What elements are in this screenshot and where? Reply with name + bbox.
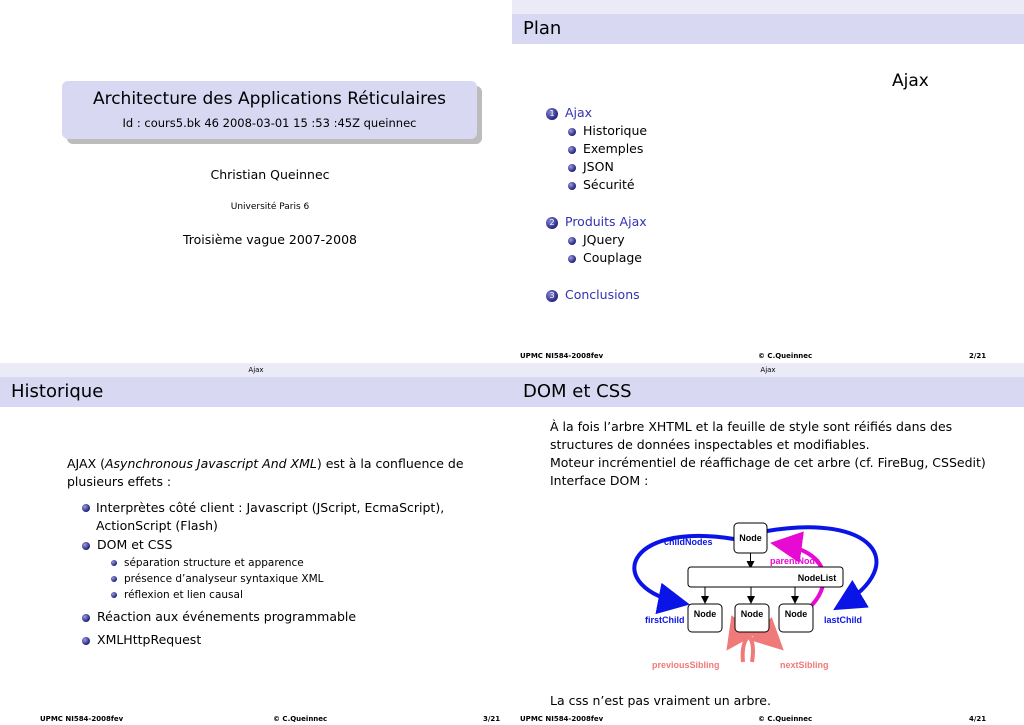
section-number: 3 <box>546 290 558 302</box>
toc-item-label[interactable]: Sécurité <box>583 177 635 192</box>
slide-historique <box>0 363 512 725</box>
toc-item-label[interactable]: Historique <box>583 123 648 138</box>
label-previoussibling: previousSibling <box>652 660 720 670</box>
paragraph: À la fois l’arbre XHTML et la feuille de style sont réifiés dans des structures de données inspectables et modifiables. <box>550 419 953 452</box>
slide-title-bar <box>0 377 512 407</box>
bullet-icon <box>568 237 576 245</box>
bullet-icon <box>82 637 90 645</box>
footer-copyright: © C.Queinnec <box>273 715 328 723</box>
bullet-text: Interprètes côté client : Javascript (JScript, EcmaScript), ActionScript (Flash) <box>96 500 445 533</box>
section-number: 2 <box>546 217 558 229</box>
bullet-item <box>82 537 172 552</box>
slide-title <box>0 0 512 362</box>
sub-bullet-item <box>111 589 243 601</box>
bullet-text: DOM et CSS <box>97 537 173 552</box>
sub-bullet-icon <box>111 576 117 582</box>
label-lastchild: lastChild <box>824 615 863 625</box>
sub-bullet-text: séparation structure et apparence <box>124 557 304 569</box>
child-node-label-3: Node <box>784 609 808 619</box>
sub-bullet-item <box>111 557 304 569</box>
intro-paragraph: AJAX (Asynchronous Javascript And XML) est à la confluence de plusieurs effets : <box>67 456 464 489</box>
sub-bullet-icon <box>111 560 117 566</box>
footer-course: UPMC NI584-2008fev <box>520 352 604 360</box>
slide-title: Historique <box>11 381 104 402</box>
toc-item[interactable] <box>568 159 614 174</box>
bullet-icon <box>568 128 576 136</box>
bullet-icon <box>82 614 90 622</box>
slide-header-bar <box>512 0 1024 14</box>
bullet-item <box>82 632 201 647</box>
section-label[interactable]: Produits Ajax <box>565 214 647 229</box>
paragraph: Interface DOM : <box>550 473 649 488</box>
footer-page: 2/21 <box>969 352 987 360</box>
toc-item[interactable] <box>568 123 647 138</box>
bullet-icon <box>82 504 90 512</box>
sub-bullet-icon <box>111 592 117 598</box>
title-box <box>62 81 477 139</box>
slide-title: DOM et CSS <box>523 381 632 402</box>
toc-item[interactable] <box>568 232 625 247</box>
label-firstchild: firstChild <box>645 615 685 625</box>
bullet-icon <box>568 182 576 190</box>
presentation-title: Architecture des Applications Réticulaires <box>92 89 447 109</box>
section-label: Ajax <box>892 71 929 91</box>
label-childnodes: childNodes <box>664 537 713 547</box>
footer-page: 3/21 <box>483 715 501 723</box>
paragraph: Moteur incrémentiel de réaffichage de cet arbre (cf. FireBug, CSSedit) <box>550 455 986 470</box>
date: Troisième vague 2007-2008 <box>182 232 357 247</box>
footer-course: UPMC NI584-2008fev <box>520 715 604 723</box>
section-number: 1 <box>546 108 558 120</box>
bullet-icon <box>568 164 576 172</box>
sub-bullet-item <box>111 573 324 585</box>
slide-title-bar <box>512 14 1024 44</box>
node-label-top: Node <box>739 533 762 543</box>
footer-copyright: © C.Queinnec <box>758 352 813 360</box>
slide-header: Ajax <box>248 366 264 374</box>
toc-section-1[interactable] <box>546 105 592 120</box>
toc-item-label[interactable]: JSON <box>583 159 614 174</box>
toc-item[interactable] <box>568 250 642 265</box>
bullet-item <box>82 499 477 535</box>
bullet-icon <box>568 255 576 263</box>
author: Christian Queinnec <box>210 167 330 182</box>
slide-title: Plan <box>523 18 562 39</box>
toc-item[interactable] <box>568 177 635 192</box>
bullet-icon <box>568 146 576 154</box>
institution: Université Paris 6 <box>230 202 310 212</box>
slide-header-bar <box>0 363 512 377</box>
bullet-text: XMLHttpRequest <box>97 632 202 647</box>
footer-course: UPMC NI584-2008fev <box>40 715 124 723</box>
section-label[interactable]: Ajax <box>565 105 593 120</box>
sub-bullet-text: réflexion et lien causal <box>124 589 243 601</box>
toc-section-3[interactable] <box>546 287 640 302</box>
toc-item-label[interactable]: JQuery <box>583 232 625 247</box>
section-label[interactable]: Conclusions <box>565 287 640 302</box>
bullet-item <box>82 609 356 624</box>
toc-item-label[interactable]: Exemples <box>583 141 644 156</box>
slide-plan <box>512 0 1024 362</box>
bullet-text: Réaction aux événements programmable <box>97 609 357 624</box>
acronym-expansion: Asynchronous Javascript And XML <box>104 456 317 471</box>
next-sibling-arrow <box>743 633 778 662</box>
footer-page: 4/21 <box>969 715 987 723</box>
child-node-label-2: Node <box>740 609 764 619</box>
dom-diagram <box>512 363 1024 725</box>
toc-item-label[interactable]: Couplage <box>583 250 642 265</box>
slide-header: Ajax <box>760 366 776 374</box>
slide-dom-css <box>512 363 1024 725</box>
toc-section-2[interactable] <box>546 214 647 229</box>
sub-bullet-text: présence d’analyseur syntaxique XML <box>124 573 324 585</box>
label-nextsibling: nextSibling <box>780 660 829 670</box>
child-node-label-1: Node <box>693 609 717 619</box>
footer-copyright: © C.Queinnec <box>758 715 813 723</box>
toc-item[interactable] <box>568 141 643 156</box>
nodelist-label: NodeList <box>797 573 837 583</box>
closing-text: La css n’est pas vraiment un arbre. <box>550 693 771 708</box>
id-line: Id : cours5.bk 46 2008-03-01 15 :53 :45Z queinnec <box>122 116 417 130</box>
bullet-icon <box>82 542 90 550</box>
label-parentnode: parentNode <box>770 556 821 566</box>
